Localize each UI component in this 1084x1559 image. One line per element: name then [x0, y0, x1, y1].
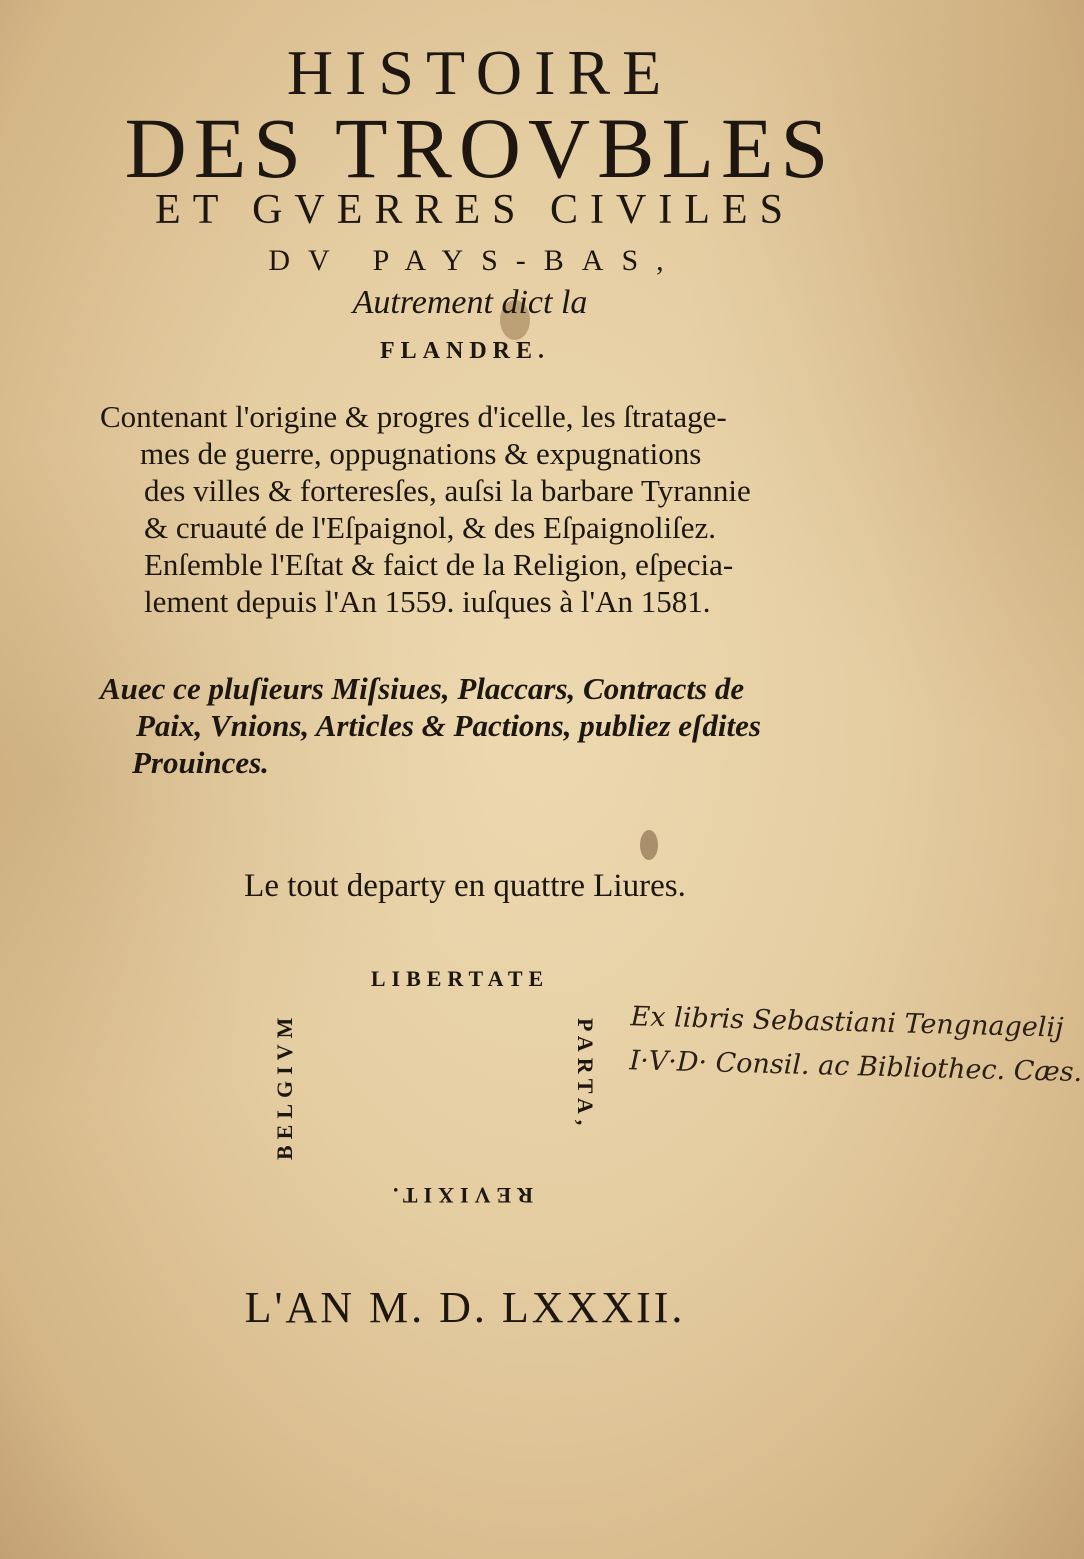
ex-libris-line: Ex libris Sebastiani Tengnagelij	[630, 1001, 1064, 1044]
contents-line: Contenant l'origine & progres d'icelle, les ſtratage-	[100, 399, 727, 434]
contents-line: Enſemble l'Eſtat & faict de la Religion, eſpecia-	[144, 547, 734, 582]
device-text-left: BELGIVM	[272, 1011, 297, 1160]
contents-line: mes de guerre, oppugnations & expugnations	[140, 436, 702, 471]
printers-device	[272, 960, 620, 1220]
book-divisions: Le tout departy en quattre Liures.	[244, 868, 686, 904]
items-line: Prouinces.	[132, 745, 269, 780]
title-histoire: HISTOIRE	[286, 37, 674, 108]
title-pays-bas: DV PAYS-BAS,	[268, 244, 682, 277]
device-text-top: LIBERTATE	[370, 966, 550, 991]
items-line: Auec ce pluſieurs Miſsiues, Placcars, Contracts de	[100, 671, 745, 706]
title-flandre: FLANDRE.	[379, 338, 550, 364]
title-guerres-civiles: ET GVERRES CIVILES	[155, 187, 795, 233]
device-text-right: PARTA,	[573, 1018, 598, 1132]
title-des-troubles: DES TROVBLES	[124, 100, 836, 196]
contents-line: & cruauté de l'Eſpaignol, & des Eſpaignoliſez.	[144, 510, 717, 545]
publication-year: L'AN M. D. LXXXII.	[244, 1283, 686, 1332]
items-line: Paix, Vnions, Articles & Pactions, publiez eſdites	[136, 708, 761, 743]
contents-description	[100, 398, 840, 620]
handwritten-ex-libris	[629, 995, 1083, 1092]
ink-blot	[640, 830, 658, 860]
device-text-bottom: REVIXIT.	[387, 1183, 534, 1208]
contents-line: des villes & forteresſes, auſsi la barbare Tyrannie	[144, 473, 751, 508]
ex-libris-line: I·V·D· Consil. ac Bibliothec. Cæs.	[629, 1045, 1083, 1089]
included-items	[100, 670, 840, 781]
contents-line: lement depuis l'An 1559. iuſques à l'An 1581.	[144, 584, 711, 619]
title-autrement-dict: Autrement dict la	[352, 284, 588, 321]
